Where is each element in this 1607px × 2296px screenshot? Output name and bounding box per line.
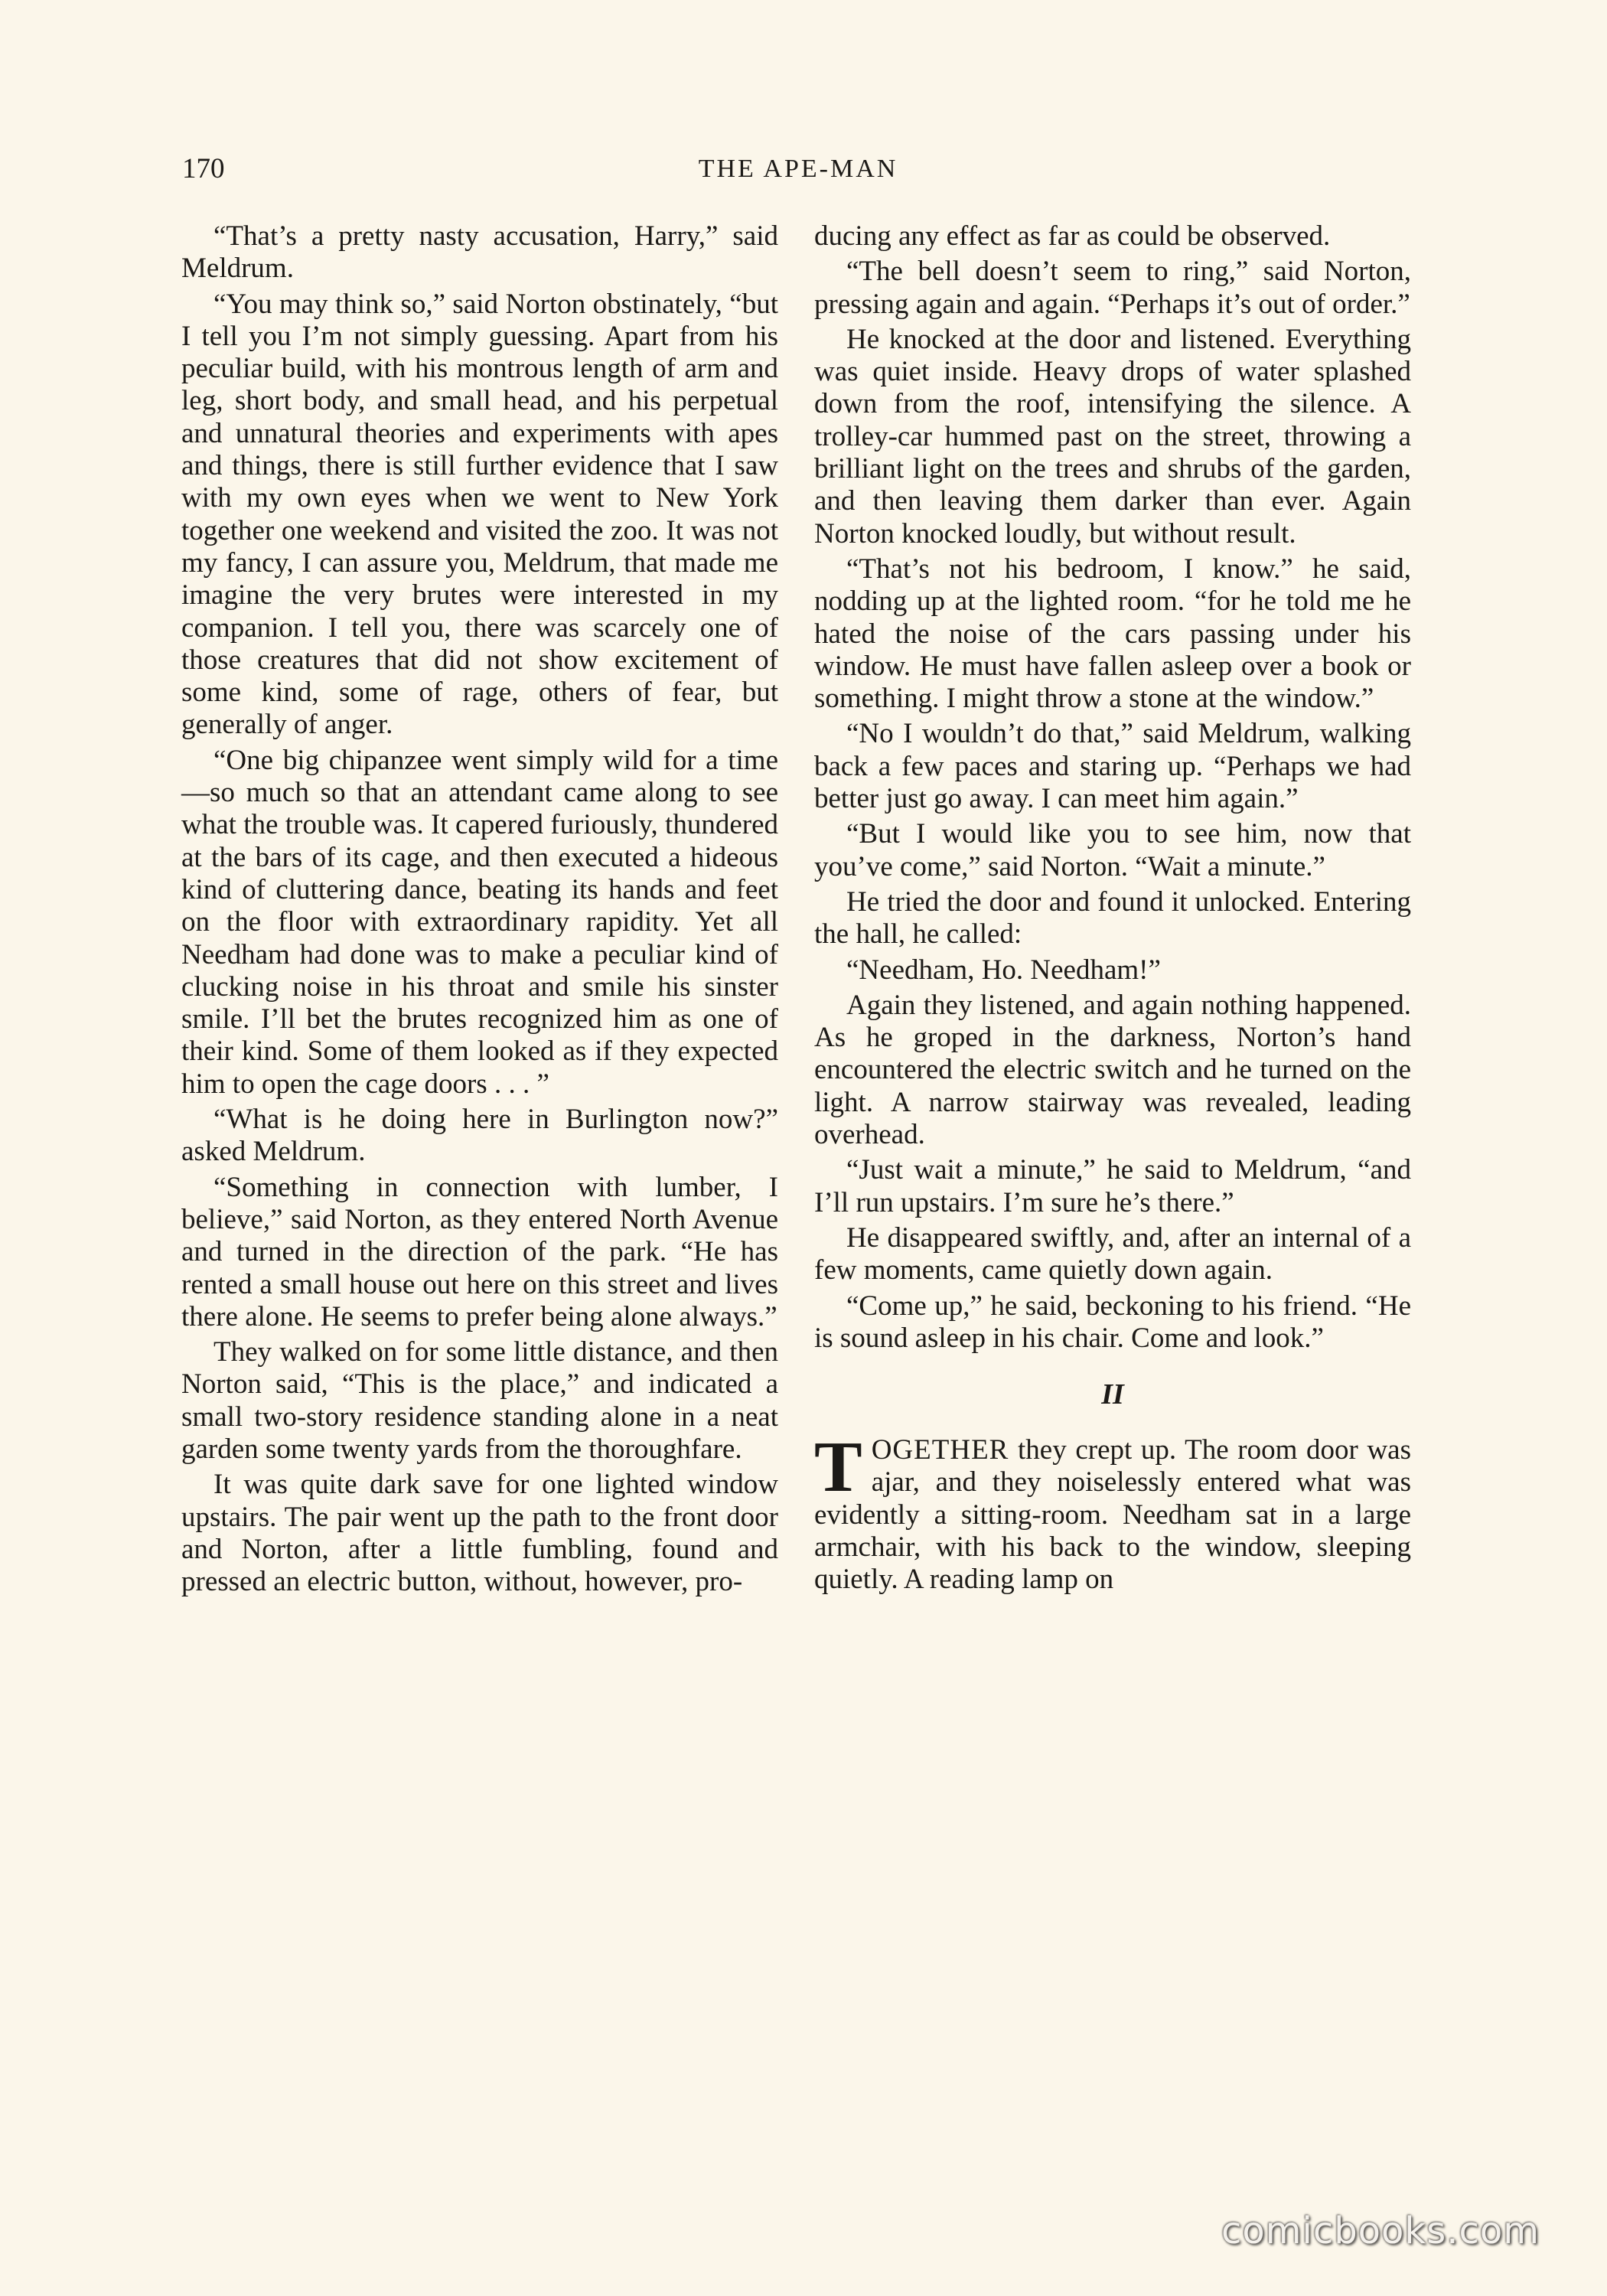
paragraph: “Just wait a minute,” he said to Meldrum, “and I’ll run upstairs. I’m sure he’s there.”: [814, 1154, 1411, 1218]
paragraph: “You may think so,” said Norton obstinately, “but I tell you I’m not simply guessing. Apart from his peculiar build, with his montrous length of arm and leg, short body, and small head, and his perpetual and unnatural theories and experiments with apes and things, there is still further evidence that I saw with my own eyes when we went to New York together one weekend and visited the zoo. It was not my fancy, I can assure you, Meldrum, that made me imagine the very brutes were interested in my companion. I tell you, there was scarcely one of those creatures that did not show excitement of some kind, some of rage, others of fear, but generally of anger.: [181, 288, 778, 741]
page-number: 170: [182, 153, 225, 184]
section-heading: II: [1101, 1378, 1124, 1411]
drop-cap: T: [814, 1427, 862, 1508]
paragraph: “Come up,” he said, beckoning to his friend. “He is sound asleep in his chair. Come and look.”: [814, 1290, 1411, 1354]
section-opening-paragraph: [814, 1427, 1411, 1596]
paragraph: “The bell doesn’t seem to ring,” said Norton, pressing again and again. “Perhaps it’s out of order.”: [814, 256, 1411, 320]
paragraph: It was quite dark save for one lighted window upstairs. The pair went up the path to the front door and Norton, after a little fumbling, found and pressed an electric button, without, however, pro-: [181, 1469, 778, 1598]
paragraph: “Needham, Ho. Needham!”: [846, 954, 1161, 986]
section-first-word: OGETHER: [871, 1434, 1009, 1466]
section-text: they crept up. The room door was ajar, and they noiselessly entered what was evidently a sitting-room. Needham sat in a large armchair, with his back to the window, sleeping quietly. A reading lamp on: [814, 1434, 1411, 1596]
paragraph: He tried the door and found it unlocked. Entering the hall, he called:: [814, 885, 1411, 951]
paragraph: “One big chipanzee went simply wild for a time—so much so that an attendant came along to see what the trouble was. It capered furiously, thundered at the bars of its cage, and then executed a hideous kind of cluttering dance, beating its hands and feet on the floor with extraordinary rapidity. Yet all Needham had done was to make a peculiar kind of clucking noise in his throat and smile his sinster smile. I’ll bet the brutes recognized him as one of their kind. Some of them looked as if they expected him to open the cage doors . . . ”: [181, 744, 778, 1100]
page-header: [182, 150, 1414, 188]
paragraph: Again they listened, and again nothing happened. As he groped in the darkness, Norton’s hand encountered the electric switch and he turned on the light. A narrow stairway was revealed, leading overhead.: [814, 989, 1411, 1151]
right-column: [814, 220, 1411, 1600]
paragraph: “That’s not his bedroom, I know.” he said, nodding up at the lighted room. “for he told me he hated the noise of the cars passing under his window. He must have fallen asleep over a book or something. I might throw a stone at the window.”: [814, 553, 1411, 715]
paragraph: He knocked at the door and listened. Everything was quiet inside. Heavy drops of water splashed down from the roof, intensifying the silence. A trolley-car hummed past on the street, throwing a brilliant light on the trees and shrubs of the garden, and then leaving them darker than ever. Again Norton knocked loudly, but without result.: [814, 323, 1411, 550]
continued-paragraph: ducing any effect as far as could be observed.: [814, 220, 1331, 252]
paragraph: “But I would like you to see him, now that you’ve come,” said Norton. “Wait a minute.”: [814, 818, 1411, 882]
paragraph: “That’s a pretty nasty accusation, Harry,” said Meldrum.: [181, 220, 778, 285]
paragraph: He disappeared swiftly, and, after an internal of a few moments, came quietly down again.: [814, 1221, 1411, 1287]
paragraph: They walked on for some little distance, and then Norton said, “This is the place,” and indicated a small two-story residence standing alone in a neat garden some twenty yards from the thoroughfare.: [181, 1336, 778, 1465]
paragraph: “Something in connection with lumber, I believe,” said Norton, as they entered North Avenue and turned in the direction of the park. “He has rented a small house out here on this street and lives there alone. He seems to prefer being alone always.”: [181, 1171, 778, 1332]
paragraph: “No I wouldn’t do that,” said Meldrum, walking back a few paces and staring up. “Perhaps we had better just go away. I can meet him again.”: [814, 718, 1411, 815]
paragraph: “What is he doing here in Burlington now?” asked Meldrum.: [181, 1104, 778, 1168]
watermark-logo: comicbooks.com: [1221, 2210, 1540, 2252]
left-column: [181, 220, 778, 1601]
running-title: THE APE-MAN: [698, 155, 898, 183]
